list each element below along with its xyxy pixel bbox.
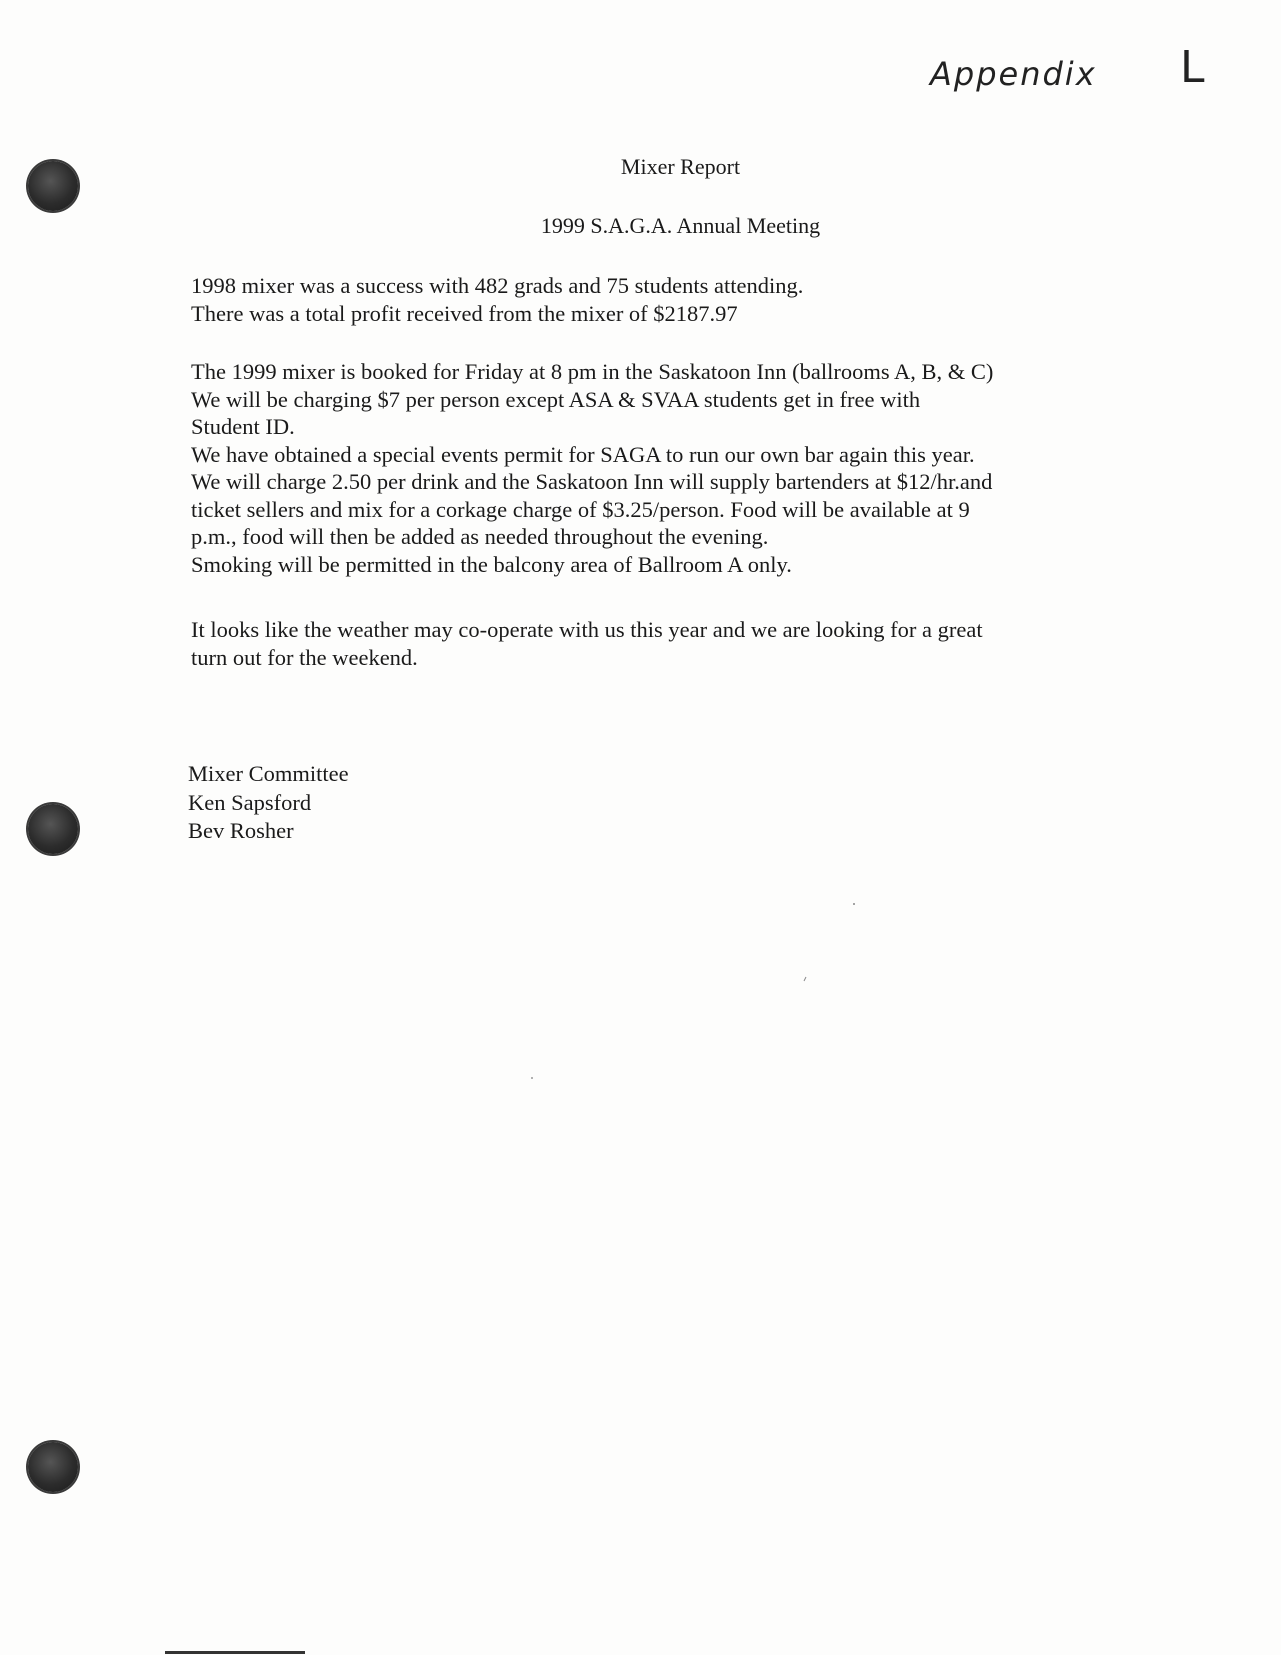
committee-name: Mixer Committee [188,761,349,786]
paragraph-1999-plans: The 1999 mixer is booked for Friday at 8 pm in the Saskatoon Inn (ballrooms A, B, & C) We will be charging $7 per person except ASA & SVAA students get in free with Student ID. We have obtained a special events permit for SAGA to run our own bar again this year. We will charge 2.50 per drink and the Saskatoon Inn will supply bartenders at $12/hr.and ticket sellers and mix for a corkage charge of $3.25/person. Food will be available at 9 p.m., food will then be added as needed throughout the evening. Smoking will be permitted in the balcony area of Ballroom A only. [191,359,994,577]
document-title: Mixer Report [620,154,741,179]
document-subtitle: 1999 S.A.G.A. Annual Meeting [540,213,821,238]
committee-member: Ken Sapsford [188,789,312,815]
paragraph-outlook: It looks like the weather may co-operate with us this year and we are looking for a great turn out for the weekend. [191,617,983,670]
handwritten-annotation: Appendix [930,55,1097,93]
scan-edge-mark [165,1651,305,1654]
paragraph-1998-results: 1998 mixer was a success with 482 grads and 75 students attending. There was a total profit received from the mixer of $2187.97 [191,273,804,326]
handwritten-appendix-letter: L [1180,42,1205,93]
committee-member: Bev Rosher [188,818,294,843]
